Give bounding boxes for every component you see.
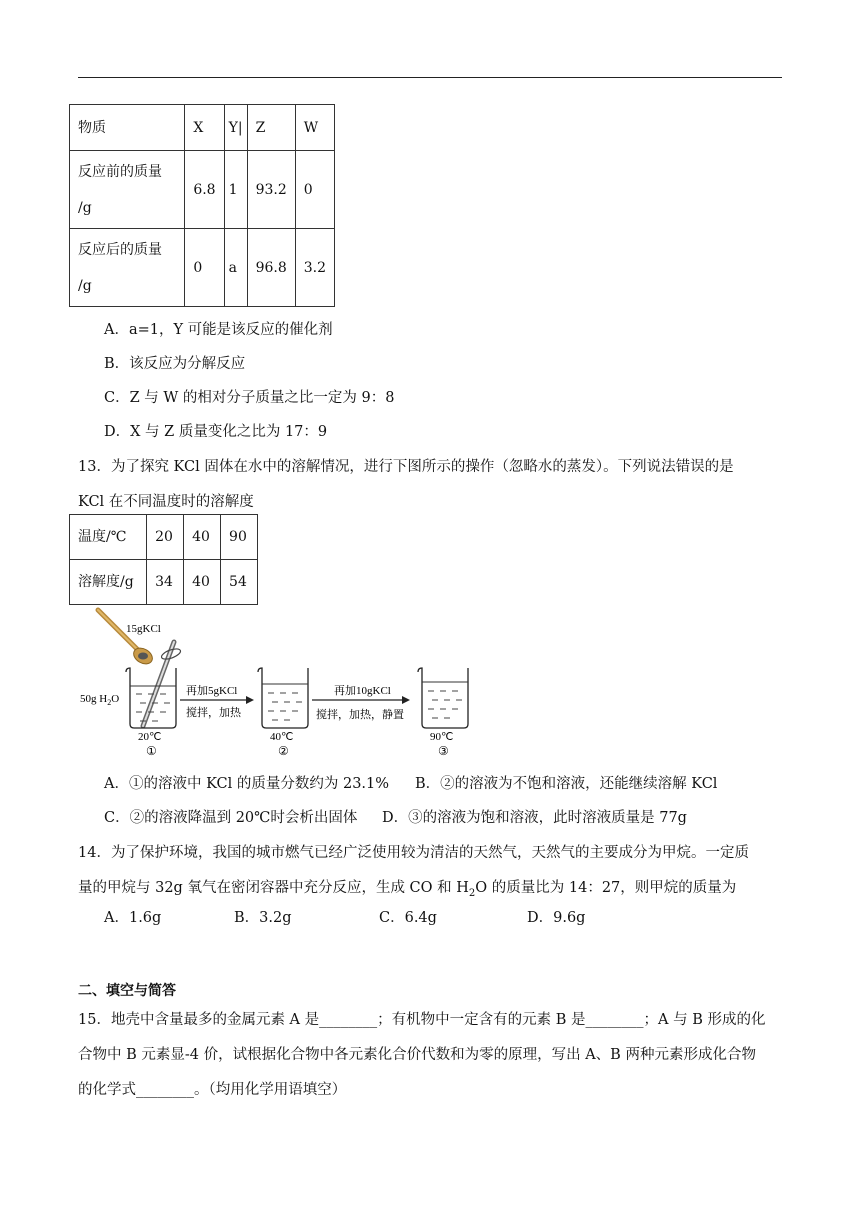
table-cell: 0 (295, 151, 334, 229)
q13-option-c: C．②的溶液降温到 20℃时会析出固体 (104, 810, 358, 826)
table-cell: 40 (184, 560, 221, 605)
beaker-2-temp: 40℃ (270, 731, 294, 743)
q13-option-d: D．③的溶液为饱和溶液，此时溶液质量是 77g (382, 810, 687, 826)
q14-option-b: B．3.2g (234, 910, 292, 926)
table-header-cell: W (295, 105, 334, 151)
q15-line1: 15．地壳中含量最多的金属元素 A 是________；有机物中一定含有的元素 B 是________；A 与 B 形成的化 (78, 1012, 766, 1028)
spoon-label: 15gKCl (126, 623, 161, 635)
table-cell: 6.8 (185, 151, 224, 229)
arrow-2-icon (312, 696, 410, 704)
q13-option-a: A．①的溶液中 KCl 的质量分数约为 23.1% (104, 776, 390, 792)
q14-line2-a: 量的甲烷与 32g 氧气在密闭容器中充分反应，生成 CO 和 H (78, 880, 469, 896)
q12-option-b: B．该反应为分解反应 (104, 356, 246, 372)
table-cell: 温度/℃ (70, 515, 147, 560)
q14-stem-line2 (78, 876, 736, 899)
experiment-figure (76, 606, 476, 762)
table-cell: 40 (184, 515, 221, 560)
row-label-line: 反应前的质量 (78, 163, 162, 180)
arrow-2-top-label: 再加10gKCl (334, 685, 391, 697)
table-header-cell: X (185, 105, 224, 151)
q12-option-d: D．X 与 Z 质量变化之比为 17：9 (104, 424, 328, 440)
beaker-3-icon (418, 668, 468, 728)
water-label-sub: 2 (107, 698, 112, 707)
spoon-icon (98, 610, 155, 667)
beaker-3-number: ③ (438, 744, 449, 758)
q14-option-a: A．1.6g (104, 910, 162, 926)
table-cell: a (224, 229, 247, 307)
table-cell: 1 (224, 151, 247, 229)
beaker-1-number: ① (146, 744, 157, 758)
table-header-cell: Z (247, 105, 295, 151)
row-label-line: /g (78, 277, 92, 294)
table-cell: 溶解度/g (70, 560, 147, 605)
row-label (70, 151, 185, 229)
q13-stem: 13．为了探究 KCl 固体在水中的溶解情况，进行下图所示的操作（忽略水的蒸发）。下列说法错误的是 (78, 459, 734, 475)
q14-line2-b: O 的质量比为 14：27，则甲烷的质量为 (475, 880, 737, 896)
arrow-2-bottom-label: 搅拌，加热，静置 (316, 709, 404, 721)
arrow-1-bottom-label: 搅拌，加热 (186, 707, 241, 719)
section-heading: 二、填空与简答 (78, 983, 176, 999)
q15-line3: 的化学式________。（均用化学用语填空） (78, 1082, 347, 1098)
q14-line2-sub: 2 (468, 887, 476, 899)
table-cell: 0 (185, 229, 224, 307)
row-label-line: /g (78, 199, 92, 216)
q13-table-caption: KCl 在不同温度时的溶解度 (78, 494, 254, 510)
water-label (80, 693, 119, 707)
header-rule (78, 77, 782, 78)
table-header-cell: Y| (224, 105, 247, 151)
mass-table (69, 104, 335, 307)
q14-stem-line1: 14．为了保护环境，我国的城市燃气已经广泛使用较为清洁的天然气，天然气的主要成分为甲烷。一定质 (78, 845, 749, 861)
table-cell: 96.8 (247, 229, 295, 307)
table-cell: 93.2 (247, 151, 295, 229)
beaker-2-number: ② (278, 744, 289, 758)
table-cell: 3.2 (295, 229, 334, 307)
table-cell: 34 (147, 560, 184, 605)
beaker-2-icon (258, 668, 308, 728)
q14-option-c: C．6.4g (379, 910, 437, 926)
water-label-tail: O (111, 693, 120, 705)
q15-line2: 合物中 B 元素显-4 价，试根据化合物中各元素化合价代数和为零的原理，写出 A、B 两种元素形成化合物 (78, 1047, 756, 1063)
q12-option-c: C．Z 与 W 的相对分子质量之比一定为 9：8 (104, 390, 395, 406)
beaker-1-temp: 20℃ (138, 731, 162, 743)
q14-option-d: D．9.6g (527, 910, 586, 926)
water-label-text: 50g H (80, 693, 108, 705)
beaker-3-temp: 90℃ (430, 731, 454, 743)
table-cell: 90 (221, 515, 258, 560)
solubility-table (69, 514, 258, 605)
table-cell: 54 (221, 560, 258, 605)
row-label-line: 反应后的质量 (78, 241, 162, 258)
q13-option-b: B．②的溶液为不饱和溶液，还能继续溶解 KCl (415, 776, 718, 792)
table-header-cell: 物质 (70, 105, 185, 151)
q12-option-a: A．a=1，Y 可能是该反应的催化剂 (104, 322, 333, 338)
arrow-1-top-label: 再加5gKCl (186, 685, 238, 697)
row-label (70, 229, 185, 307)
arrow-1-icon (180, 696, 254, 704)
table-cell: 20 (147, 515, 184, 560)
